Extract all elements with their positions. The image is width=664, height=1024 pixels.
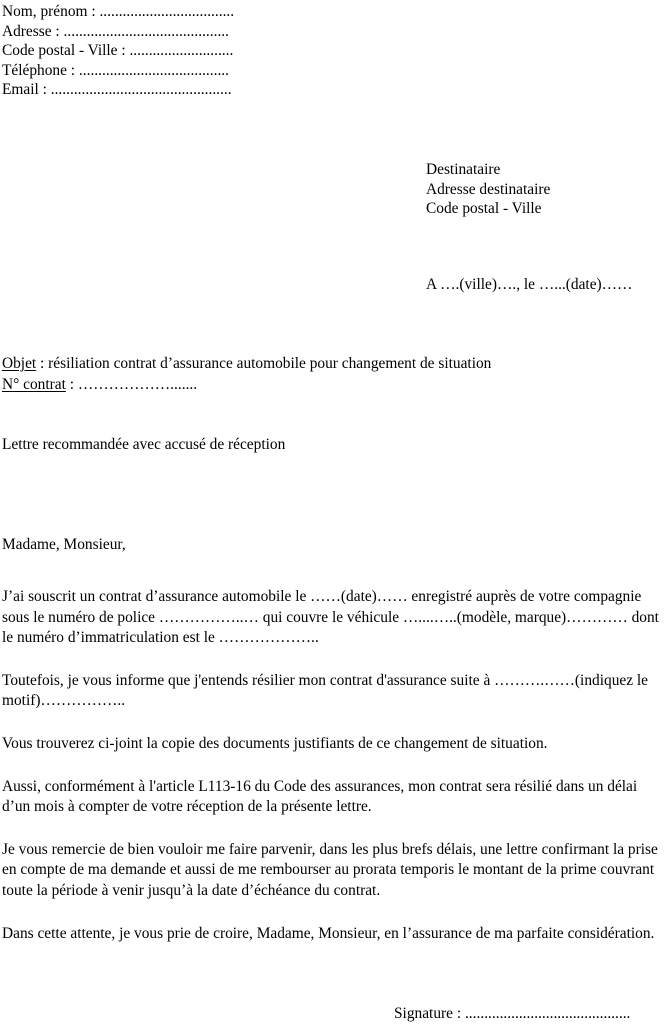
recipient-name-line: Destinataire bbox=[426, 160, 501, 178]
paragraph-contract-details: J’ai souscrit un contrat d’assurance automobile le ……(date)…… enregistré auprès de votre compagnie sous le numéro de police ……………..… qui couvre le véhicule …....…..(modèle, marque)………… dont le numéro d’immatriculation est le ……………….. bbox=[2, 587, 659, 647]
sender-postal-city-line: Code postal - Ville : ........................... bbox=[2, 42, 234, 60]
contract-number-label: N° contrat bbox=[2, 375, 66, 393]
sender-address-line: Adresse : ........................................... bbox=[2, 22, 229, 40]
place-and-date: A ….(ville)…., le …...(date)…… bbox=[426, 275, 633, 293]
subject-line bbox=[2, 354, 662, 375]
sender-phone-line: Téléphone : ....................................... bbox=[2, 61, 229, 79]
paragraph-termination-notice: Toutefois, je vous informe que j'entends résilier mon contrat d'assurance suite à ……….……(indiquez le motif)…………….. bbox=[2, 671, 649, 710]
sender-name-line: Nom, prénom : ................................... bbox=[2, 3, 235, 20]
sender-address-block bbox=[2, 2, 662, 100]
recipient-address-line: Adresse destinataire bbox=[426, 180, 551, 198]
salutation: Madame, Monsieur, bbox=[2, 535, 126, 553]
recipient-address-block bbox=[426, 160, 662, 219]
contract-number-line bbox=[2, 375, 662, 396]
sender-email-line: Email : ............................................... bbox=[2, 81, 232, 99]
paragraph-closing: Dans cette attente, je vous prie de croire, Madame, Monsieur, en l’assurance de ma parfaite considération. bbox=[2, 924, 655, 942]
paragraph-refund-request: Je vous remercie de bien vouloir me faire parvenir, dans les plus brefs délais, une lettre confirmant la prise en compte de ma demande et aussi de me rembourser au prorata temporis le montant de la prime couvrant toute la période à venir jusqu’à la date d’échéance du contrat. bbox=[2, 840, 658, 899]
contract-number-value: : ………………....... bbox=[65, 375, 198, 393]
subject-text: : résiliation contrat d’assurance automobile pour changement de situation bbox=[36, 355, 492, 373]
letter-body bbox=[2, 2, 662, 1024]
paragraph-legal-article: Aussi, conformément à l'article L113-16 du Code des assurances, mon contrat sera résilié dans un délai d’un mois à compter de votre réception de la présente lettre. bbox=[2, 777, 638, 816]
signature-line: Signature : ........................................... bbox=[394, 1005, 631, 1023]
subject-block bbox=[2, 354, 662, 395]
subject-label: Objet bbox=[2, 355, 37, 373]
recipient-postal-city-line: Code postal - Ville bbox=[426, 200, 542, 218]
paragraph-enclosed-documents: Vous trouverez ci-joint la copie des documents justifiants de ce changement de situation. bbox=[2, 734, 548, 752]
registered-mail-notice: Lettre recommandée avec accusé de réception bbox=[2, 436, 286, 454]
